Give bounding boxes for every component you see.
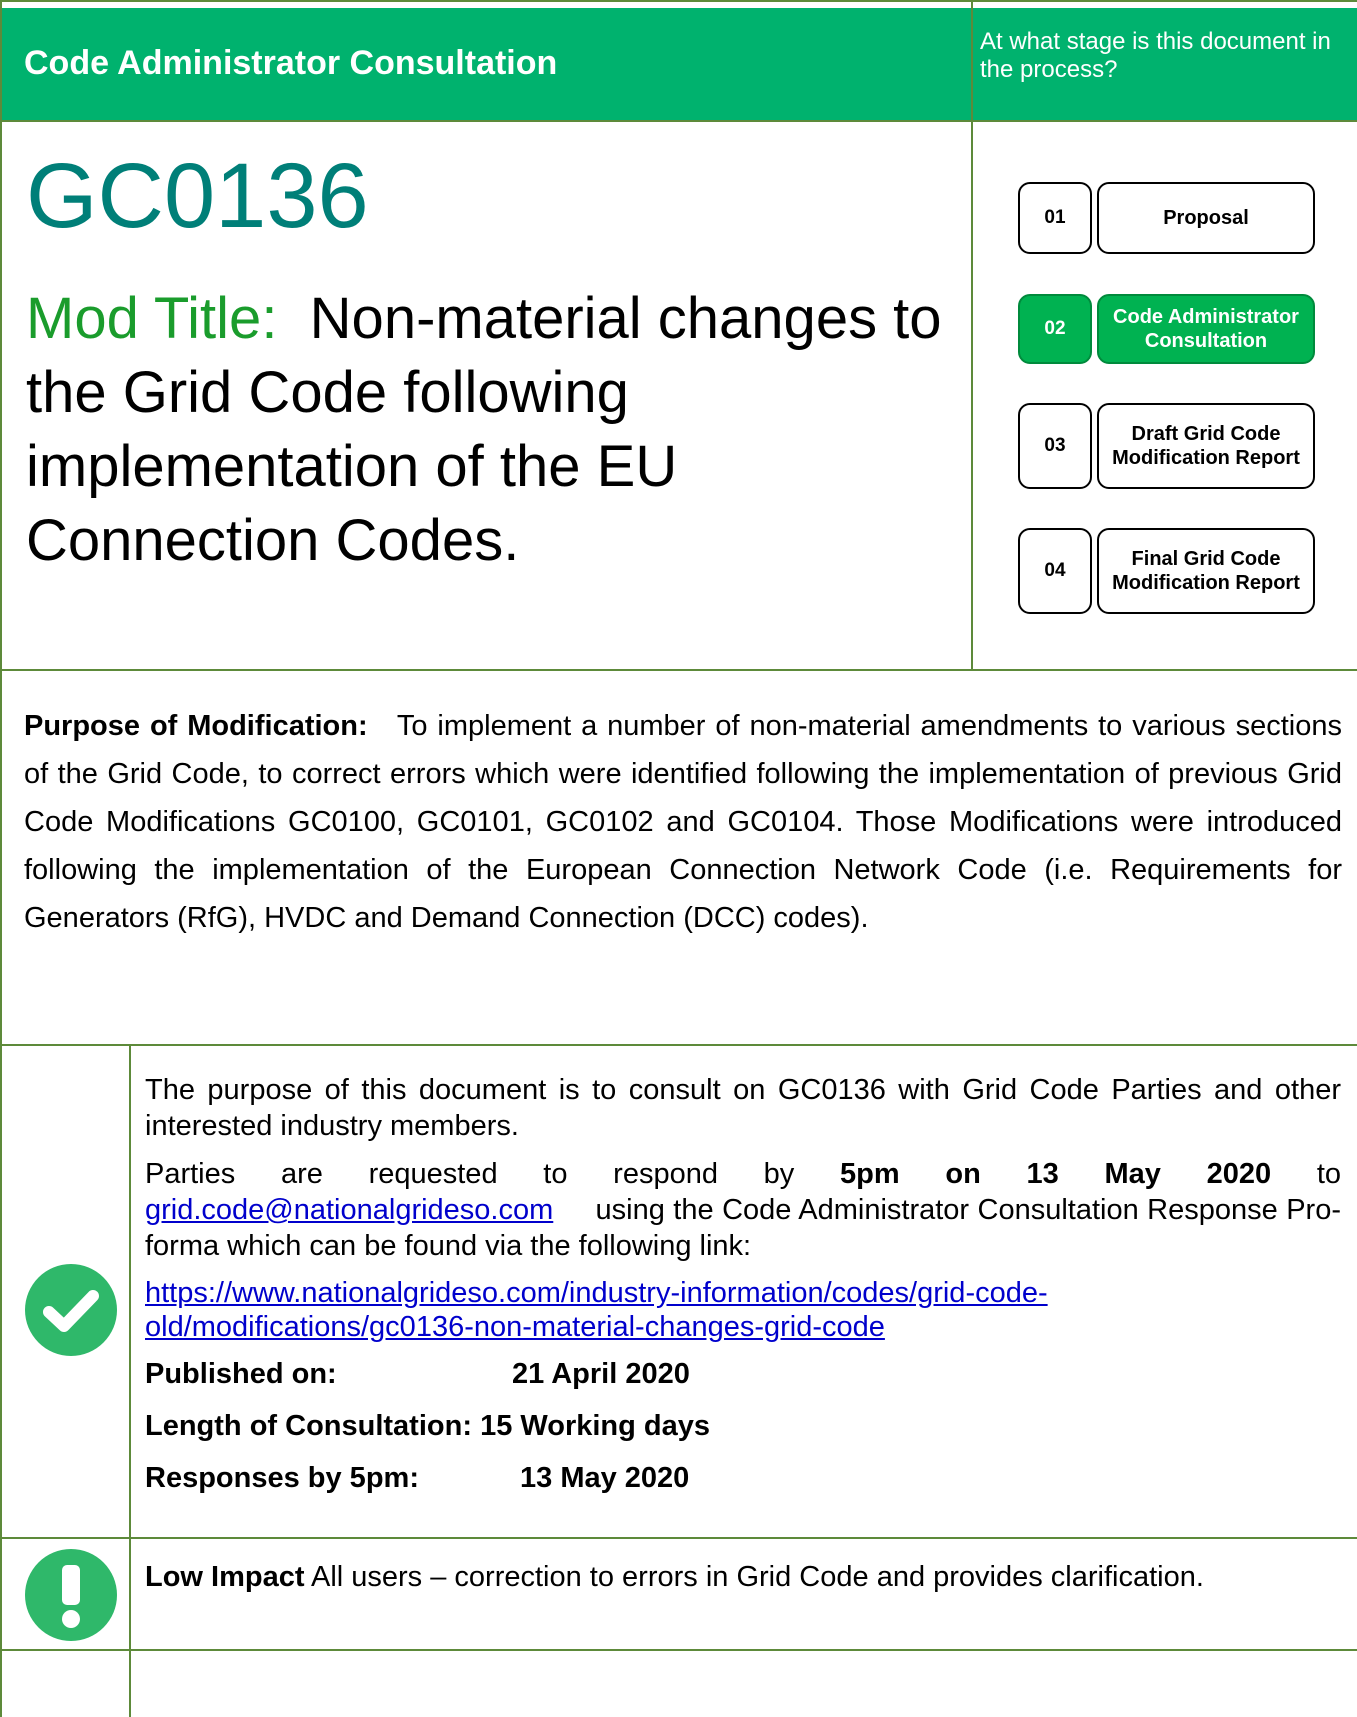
- document-code: GC0136: [26, 145, 369, 247]
- proforma-link-line-1: https://www.nationalgrideso.com/industry-information/codes/grid-code-: [145, 1277, 1048, 1309]
- proforma-link-block: [145, 1276, 1341, 1344]
- respond-line-1: [145, 1156, 1341, 1192]
- stage-label: Code Administrator Consultation: [1097, 294, 1315, 364]
- length-row: [145, 1408, 1341, 1444]
- impact-statement: [145, 1561, 1345, 1594]
- border-icon-column: [129, 1044, 131, 1717]
- published-row: [145, 1356, 1341, 1392]
- respond-block: [145, 1156, 1341, 1264]
- length-label: Length of Consultation:: [145, 1410, 472, 1442]
- stage-label: Proposal: [1097, 182, 1315, 254]
- mod-title: [26, 282, 956, 578]
- length-value: 15 Working days: [480, 1410, 710, 1442]
- consultation-info: [145, 1072, 1341, 1496]
- proforma-link[interactable]: [145, 1277, 1048, 1343]
- responses-label: Responses by 5pm:: [145, 1462, 419, 1494]
- impact-text: All users – correction to errors in Grid Code and provides clarification.: [310, 1561, 1204, 1593]
- border-impact-bottom: [0, 1649, 1357, 1651]
- purpose-of-modification: [24, 702, 1342, 942]
- mod-title-label: Mod Title:: [26, 286, 278, 351]
- respond-deadline: 5pm on 13 May 2020: [840, 1158, 1272, 1190]
- purpose-label: Purpose of Modification:: [24, 710, 368, 742]
- stage-number: 01: [1018, 182, 1092, 254]
- border-left: [0, 0, 2, 1717]
- border-consultation-bottom: [0, 1537, 1357, 1539]
- purpose-text: To implement a number of non-material amendments to various sections of the Grid Code, to correct errors which were identified following the implementation of previous Grid Code Modifications GC0100, GC0101, GC0102 and GC0104. Those Modifications were introduced following the implementation of the European Connection Network Code (i.e. Requirements for Generators (RfG), HVDC and Demand Connection (DCC) codes).: [24, 710, 1342, 934]
- proforma-link-line-2: old/modifications/gc0136-non-material-changes-grid-code: [145, 1311, 885, 1343]
- published-label: Published on:: [145, 1358, 337, 1390]
- exclamation-circle-icon: [25, 1549, 117, 1641]
- stage-label: Draft Grid Code Modification Report: [1097, 403, 1315, 489]
- header-title: Code Administrator Consultation: [24, 44, 558, 82]
- border-header-bottom: [0, 120, 1357, 122]
- stage-number: 04: [1018, 528, 1092, 614]
- border-purpose-bottom: [0, 1044, 1357, 1046]
- respond-to: to: [1316, 1158, 1342, 1190]
- mod-title-text: Non-material changes to the Grid Code following implementation of the EU Connection Codes.: [26, 286, 942, 573]
- stage-number: 03: [1018, 403, 1092, 489]
- stage-number: 02: [1018, 294, 1092, 364]
- email-link[interactable]: grid.code@nationalgrideso.com: [145, 1194, 554, 1226]
- border-top: [0, 0, 1357, 2]
- respond-prefix: Parties are requested to respond by: [145, 1158, 795, 1190]
- responses-row: [145, 1460, 1341, 1496]
- consultation-intro: The purpose of this document is to consult on GC0136 with Grid Code Parties and other interested industry members.: [145, 1074, 1341, 1142]
- impact-level: Low Impact: [145, 1561, 305, 1593]
- responses-value: 13 May 2020: [520, 1462, 690, 1494]
- stage-label: Final Grid Code Modification Report: [1097, 528, 1315, 614]
- check-circle-icon: [25, 1264, 117, 1356]
- stage-question: At what stage is this document in the process?: [980, 28, 1331, 83]
- border-title-bottom: [0, 669, 1357, 671]
- respond-suffix: using the Code Administrator Consultation Response Pro-forma which can be found via the following link:: [145, 1194, 1341, 1262]
- published-value: 21 April 2020: [512, 1358, 690, 1390]
- respond-line-2: [145, 1192, 1341, 1264]
- border-stage-column: [971, 0, 973, 670]
